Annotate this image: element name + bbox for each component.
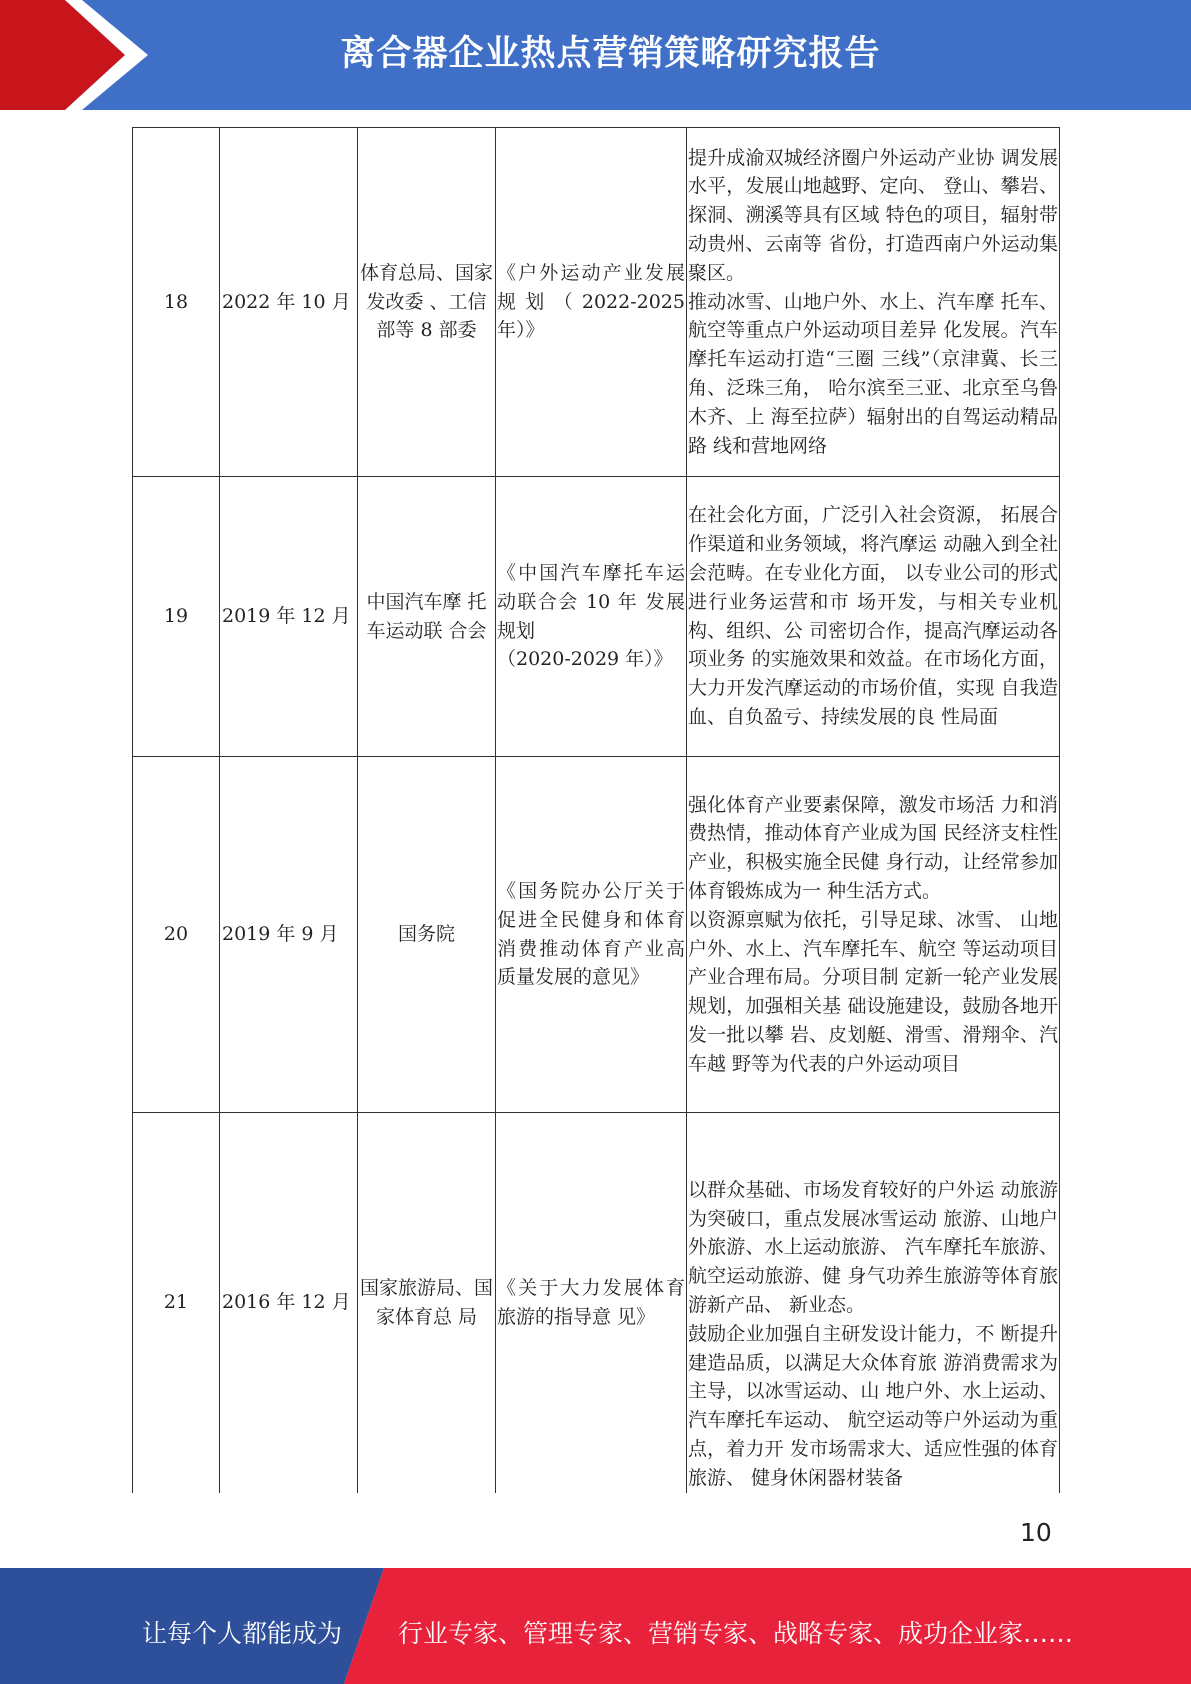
row-content [687,757,1060,1113]
table-row [133,128,1060,477]
table-row [133,757,1060,1113]
content-paragraph: 提升成渝双城经济圈户外运动产业协 调发展水平，发展山地越野、定向、 登山、攀岩、探洞、溯溪等具有区域 特色的项目，辐射带动贵州、云南等 省份，打造西南户外运动集聚区。 [688,146,1058,284]
row-department: 国务院 [358,757,496,1113]
row-department: 国家旅游局、国家体育总 局 [358,1113,496,1493]
row-policy-title: 《户外运动产业发展规划（2022-2025年）》 [496,128,687,477]
table-row [133,1113,1060,1493]
content-paragraph: 强化体育产业要素保障，激发市场活 力和消费热情，推动体育产业成为国 民经济支柱性产业，积极实施全民健 身行动，让经常参加体育锻炼成为一 种生活方式。 [688,793,1058,902]
row-date: 2022 年 10 月 [220,128,358,477]
table-row [133,477,1060,757]
content-paragraph: 推动冰雪、山地户外、水上、汽车摩 托车、航空等重点户外运动项目差异 化发展。汽车摩托车运动打造“三圈 三线”（京津冀、长三角、泛珠三角， 哈尔滨至三亚、北京至乌鲁木齐、上 海至拉萨）辐射出的自驾运动精品路 线和营地网络 [688,290,1058,457]
row-policy-title [496,477,687,757]
row-number: 18 [133,128,220,477]
row-date: 2016 年 12 月 [220,1113,358,1493]
policy-title-line: 《中国汽车摩托车运动联合会 10 年 发展规划 [497,561,685,642]
policy-table [132,127,1060,1493]
row-policy-title: 《国务院办公厅关于促进全民健身和体育消费推动体育产业高质量发展的意见》 [496,757,687,1113]
row-content [687,128,1060,477]
content-paragraph: 以群众基础、市场发育较好的户外运 动旅游为突破口，重点发展冰雪运动 旅游、山地户外旅游、水上运动旅游、 汽车摩托车旅游、航空运动旅游、健 身气功养生旅游等体育旅游新产品、 新业态。 [688,1178,1058,1316]
footer-banner [0,1568,1191,1684]
header-banner [0,0,1191,110]
page-number: 10 [1020,1518,1052,1547]
footer-slogan-left: 让每个人都能成为 [142,1619,343,1648]
policy-title-line: （2020-2029 年）》 [497,648,673,671]
content-paragraph: 在社会化方面，广泛引入社会资源， 拓展合作渠道和业务领域，将汽摩运 动融入到全社会范畴。在专业化方面， 以专业公司的形式进行业务运营和市 场开发，与相关专业机构、组织、公 司密切合作，提高汽摩运动各项业务 的实施效果和效益。在市场化方面， 大力开发汽摩运动的市场价值，实现 自我造血、自负盈亏、持续发展的良 性局面 [688,504,1058,728]
content-paragraph: 鼓励企业加强自主研发设计能力，不 断提升建造品质，以满足大众体育旅 游消费需求为主导，以冰雪运动、山 地户外、水上运动、汽车摩托车运动、 航空运动等户外运动为重点，着力开 发市场需求大、适应性强的体育旅游、 健身休闲器材装备 [688,1322,1058,1489]
row-policy-title: 《关于大力发展体育旅游的指导意 见》 [496,1113,687,1493]
row-content [687,477,1060,757]
row-number: 21 [133,1113,220,1493]
row-number: 19 [133,477,220,757]
row-department: 体育总局、国家发改委 、工信部等 8 部委 [358,128,496,477]
row-date: 2019 年 12 月 [220,477,358,757]
row-department: 中国汽车摩 托车运动联 合会 [358,477,496,757]
footer-slogan-right: 行业专家、管理专家、营销专家、战略专家、成功企业家…… [398,1619,1074,1648]
row-date: 2019 年 9 月 [220,757,358,1113]
page-title: 离合器企业热点营销策略研究报告 [340,34,881,74]
row-content [687,1113,1060,1493]
content-paragraph: 以资源禀赋为依托，引导足球、冰雪、 山地户外、水上、汽车摩托车、航空 等运动项目产业合理布局。分项目制 定新一轮产业发展规划，加强相关基 础设施建设，鼓励各地开发一批以攀 岩、皮划艇、滑雪、滑翔伞、汽车越 野等为代表的户外运动项目 [688,908,1058,1075]
row-number: 20 [133,757,220,1113]
